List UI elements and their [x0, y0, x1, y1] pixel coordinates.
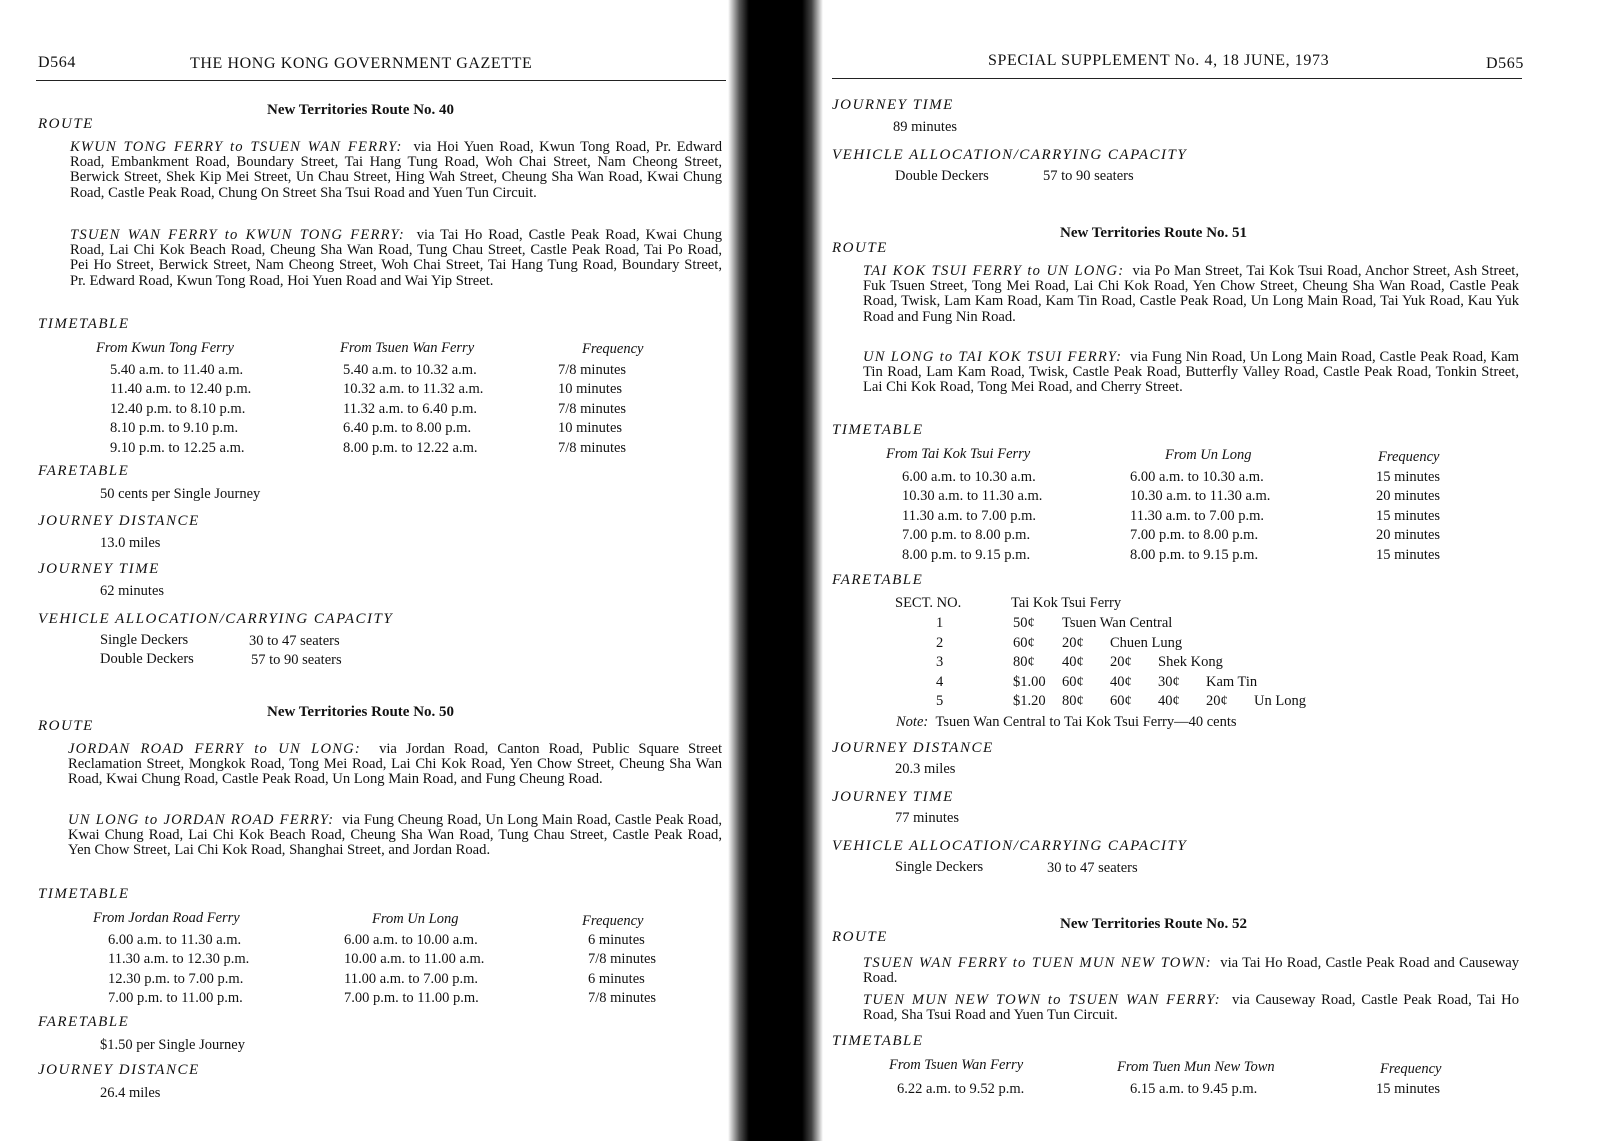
- time-value: 77 minutes: [895, 810, 960, 826]
- timetable-header: Frequency: [1380, 1061, 1442, 1077]
- fare-value: 60¢: [1110, 693, 1132, 710]
- timetable-cell: 6.22 a.m. to 9.52 p.m.: [897, 1081, 1025, 1097]
- section-label-time: JOURNEY TIME: [38, 561, 160, 577]
- timetable-cell: 10.32 a.m. to 11.32 a.m.: [343, 381, 484, 398]
- timetable-header: From Jordan Road Ferry: [93, 910, 240, 926]
- timetable-cell: 7.00 p.m. to 11.00 p.m.: [108, 990, 243, 1007]
- timetable-cell: 11.32 a.m. to 6.40 p.m.: [343, 400, 477, 417]
- route-direction: TSUEN WAN FERRY to KWUN TONG FERRY:: [70, 227, 405, 243]
- route-description: [68, 813, 722, 859]
- fare-section-number: 3: [936, 654, 944, 671]
- supplement-title: SPECIAL SUPPLEMENT No. 4, 18 JUNE, 1973: [988, 52, 1330, 69]
- gazette-title: THE HONG KONG GOVERNMENT GAZETTE: [190, 55, 533, 72]
- section-label-vehicle: VEHICLE ALLOCATION/CARRYING CAPACITY: [832, 147, 1188, 163]
- section-label-route: ROUTE: [832, 240, 888, 256]
- timetable-frequency: 7/8 minutes: [558, 439, 627, 456]
- timetable-frequency: 6 minutes: [588, 970, 645, 987]
- route-title: New Territories Route No. 51: [1060, 225, 1248, 241]
- fare-value: $1.50 per Single Journey: [100, 1037, 245, 1053]
- section-label-timetable: TIMETABLE: [38, 886, 130, 902]
- timetable-cell: 10.00 a.m. to 11.00 a.m.: [344, 951, 485, 968]
- route-title: New Territories Route No. 40: [267, 102, 455, 118]
- route-via: via Hoi Yuen Road, Kwun Tong Road, Pr. Edward Road, Embankment Road, Boundary Street, Tai Hang Tung Road, Woh Chai Street, Nam Cheong Street, Berwick Street, Shek Kip Mei Street, Un Chau Street, Hing Wah Street, Cheung Sha Wan Road, Kwai Chung Road, Castle Peak Road, Chung On Street Sha Tsui Road and Yuen Tun Circuit.: [70, 139, 723, 201]
- timetable-cell: 8.00 p.m. to 9.15 p.m.: [902, 546, 1031, 563]
- fare-value: 40¢: [1158, 693, 1180, 710]
- timetable-cell: 6.00 a.m. to 10.30 a.m.: [902, 469, 1036, 485]
- timetable-cell: 8.00 p.m. to 9.15 p.m.: [1130, 546, 1259, 563]
- fare-stop-name: Un Long: [1254, 693, 1306, 710]
- route-direction: TSUEN WAN FERRY to TUEN MUN NEW TOWN:: [863, 955, 1212, 971]
- route-via: via Causeway Road, Castle Peak Road, Tai Ho Road, Sha Tsui Road and Yuen Tun Circuit.: [863, 992, 1520, 1024]
- fare-section-number: 5: [936, 693, 944, 710]
- fare-value: 60¢: [1013, 634, 1035, 651]
- timetable-cell: 11.40 a.m. to 12.40 p.m.: [110, 381, 252, 398]
- fare-value: $1.20: [1013, 693, 1046, 710]
- timetable-frequency: 15 minutes: [1376, 469, 1441, 485]
- timetable-cell: 11.30 a.m. to 12.30 p.m.: [108, 951, 250, 968]
- vehicle-capacity: 57 to 90 seaters: [251, 652, 342, 668]
- fare-value: 20¢: [1110, 654, 1132, 671]
- section-label-faretable: FARETABLE: [38, 1014, 130, 1030]
- route-direction: TUEN MUN NEW TOWN to TSUEN WAN FERRY:: [863, 992, 1221, 1008]
- timetable-cell: 12.30 p.m. to 7.00 p.m.: [108, 970, 244, 987]
- time-value: 62 minutes: [100, 583, 165, 599]
- fare-value: 50 cents per Single Journey: [100, 486, 261, 502]
- section-label-route: ROUTE: [832, 929, 888, 945]
- fare-value: 20¢: [1062, 634, 1084, 651]
- fare-value: 40¢: [1062, 654, 1084, 671]
- timetable-header: Frequency: [582, 913, 644, 929]
- section-label-vehicle: VEHICLE ALLOCATION/CARRYING CAPACITY: [832, 838, 1188, 854]
- fare-header: SECT. NO.: [895, 595, 962, 611]
- vehicle-capacity: 30 to 47 seaters: [1047, 860, 1138, 876]
- route-description: [70, 228, 722, 289]
- fare-section-number: 2: [936, 634, 944, 651]
- section-label-distance: JOURNEY DISTANCE: [38, 513, 200, 529]
- section-label-time: JOURNEY TIME: [832, 97, 954, 113]
- fare-header: Tai Kok Tsui Ferry: [1011, 595, 1122, 611]
- timetable-frequency: 10 minutes: [558, 420, 623, 437]
- section-label-timetable: TIMETABLE: [38, 316, 130, 332]
- timetable-cell: 10.30 a.m. to 11.30 a.m.: [1130, 488, 1271, 505]
- timetable-cell: 6.40 p.m. to 8.00 p.m.: [343, 420, 472, 437]
- fare-value: 30¢: [1158, 673, 1180, 690]
- vehicle-type: Double Deckers: [100, 651, 194, 667]
- timetable-cell: 10.30 a.m. to 11.30 a.m.: [902, 488, 1043, 505]
- right-page: [830, 0, 1600, 1141]
- section-label-faretable: FARETABLE: [832, 572, 924, 588]
- route-title: New Territories Route No. 50: [267, 704, 455, 720]
- timetable-header: Frequency: [582, 341, 644, 357]
- timetable-frequency: 6 minutes: [588, 932, 645, 948]
- route-direction: KWUN TONG FERRY to TSUEN WAN FERRY:: [70, 139, 403, 155]
- distance-value: 20.3 miles: [895, 761, 956, 777]
- distance-value: 13.0 miles: [100, 535, 161, 551]
- timetable-frequency: 15 minutes: [1376, 507, 1441, 524]
- timetable-frequency: 10 minutes: [558, 381, 623, 398]
- vehicle-type: Double Deckers: [895, 168, 989, 184]
- route-description: [70, 140, 722, 201]
- timetable-header: From Tsuen Wan Ferry: [340, 340, 475, 356]
- fare-stop-name: Tsuen Wan Central: [1062, 615, 1173, 631]
- fare-note: [896, 714, 1237, 731]
- header-rule: [36, 80, 726, 81]
- timetable-cell: 7.00 p.m. to 8.00 p.m.: [1130, 527, 1259, 544]
- route-description: [863, 350, 1519, 396]
- fare-value: 40¢: [1110, 673, 1132, 690]
- note-text: Tsuen Wan Central to Tai Kok Tsui Ferry—40 cents: [935, 714, 1237, 730]
- fare-value: $1.00: [1013, 673, 1046, 690]
- timetable-frequency: 15 minutes: [1376, 1081, 1441, 1097]
- timetable-header: From Kwun Tong Ferry: [96, 340, 234, 356]
- fare-value: 50¢: [1013, 615, 1035, 631]
- timetable-cell: 6.15 a.m. to 9.45 p.m.: [1130, 1081, 1258, 1097]
- route-via: via Po Man Street, Tai Kok Tsui Road, Anchor Street, Ash Street, Fuk Tsuen Street, Tong Mei Road, Lai Chi Kok Road, Yen Chow Street, Cheung Sha Wan Road, Castle Peak Road, Twisk, Lam Kam Road, Kam Tin Road, Castle Peak Road, Un Long Main Road, Tai Yuk Road, Kau Yuk Road and Fung Nin Road.: [863, 263, 1519, 325]
- timetable-frequency: 7/8 minutes: [558, 362, 627, 378]
- timetable-cell: 7.00 p.m. to 8.00 p.m.: [902, 527, 1031, 544]
- timetable-frequency: 20 minutes: [1376, 488, 1441, 505]
- header-rule: [832, 78, 1522, 79]
- timetable-header: From Tuen Mun New Town: [1117, 1059, 1275, 1075]
- timetable-cell: 11.30 a.m. to 7.00 p.m.: [1130, 507, 1264, 524]
- timetable-cell: 8.00 p.m. to 12.22 a.m.: [343, 439, 478, 456]
- timetable-frequency: 15 minutes: [1376, 546, 1441, 563]
- vehicle-capacity: 30 to 47 seaters: [249, 633, 340, 649]
- section-label-faretable: FARETABLE: [38, 463, 130, 479]
- timetable-cell: 11.00 a.m. to 7.00 p.m.: [344, 970, 478, 987]
- route-direction: JORDAN ROAD FERRY to UN LONG:: [68, 741, 361, 757]
- timetable-cell: 5.40 a.m. to 10.32 a.m.: [343, 362, 477, 378]
- section-label-time: JOURNEY TIME: [832, 789, 954, 805]
- timetable-frequency: 7/8 minutes: [588, 990, 657, 1007]
- timetable-cell: 9.10 p.m. to 12.25 a.m.: [110, 439, 245, 456]
- timetable-cell: 7.00 p.m. to 11.00 p.m.: [344, 990, 479, 1007]
- timetable-header: From Tsuen Wan Ferry: [889, 1057, 1024, 1073]
- fare-value: 80¢: [1062, 693, 1084, 710]
- fare-stop-name: Kam Tin: [1206, 673, 1258, 690]
- fare-section-number: 4: [936, 673, 944, 690]
- distance-value: 26.4 miles: [100, 1085, 161, 1101]
- route-description: [863, 264, 1519, 325]
- time-value: 89 minutes: [893, 119, 958, 135]
- route-direction: TAI KOK TSUI FERRY to UN LONG:: [863, 263, 1125, 279]
- route-direction: UN LONG to TAI KOK TSUI FERRY:: [863, 349, 1123, 365]
- route-direction: UN LONG to JORDAN ROAD FERRY:: [68, 812, 335, 828]
- section-label-timetable: TIMETABLE: [832, 1033, 924, 1049]
- binding-shadow: [728, 0, 823, 1141]
- vehicle-type: Single Deckers: [100, 632, 189, 648]
- note-label: Note:: [896, 714, 929, 730]
- route-via: via Fung Cheung Road, Un Long Main Road, Castle Peak Road, Kwai Chung Road, Lai Chi Kok Beach Road, Cheung Sha Wan Road, Tung Chau Street, Castle Peak Road, Yen Chow Street, Lai Chi Kok Road, Shanghai Street, and Jordan Road.: [68, 812, 723, 859]
- section-label-vehicle: VEHICLE ALLOCATION/CARRYING CAPACITY: [38, 611, 394, 627]
- timetable-header: Frequency: [1378, 449, 1440, 465]
- route-description: [68, 742, 722, 788]
- fare-value: 20¢: [1206, 693, 1228, 710]
- section-label-distance: JOURNEY DISTANCE: [832, 740, 994, 756]
- route-via: via Tai Ho Road, Castle Peak Road and Causeway Road.: [863, 955, 1520, 987]
- fare-value: 60¢: [1062, 673, 1084, 690]
- timetable-header: From Un Long: [372, 911, 459, 927]
- section-label-timetable: TIMETABLE: [832, 422, 924, 438]
- timetable-cell: 6.00 a.m. to 11.30 a.m.: [108, 932, 242, 948]
- fare-stop-name: Shek Kong: [1158, 654, 1223, 671]
- left-page: [0, 0, 745, 1141]
- timetable-cell: 12.40 p.m. to 8.10 p.m.: [110, 400, 246, 417]
- route-via: via Tai Ho Road, Castle Peak Road, Kwai Chung Road, Lai Chi Kok Beach Road, Cheung Sha Wan Road, Tung Chau Street, Castle Peak Road, Tai Po Road, Pei Ho Street, Berwick Street, Nam Cheong Street, Woh Chai Street, Tai Hang Tung Road, Boundary Street, Pr. Edward Road, Kwun Tong Road, Hoi Yuen Road and Wai Yip Street.: [70, 227, 722, 289]
- timetable-cell: 8.10 p.m. to 9.10 p.m.: [110, 420, 239, 437]
- timetable-cell: 6.00 a.m. to 10.00 a.m.: [344, 932, 478, 948]
- fare-section-number: 1: [936, 615, 944, 631]
- page-number: D565: [1486, 55, 1524, 72]
- fare-stop-name: Chuen Lung: [1110, 634, 1183, 651]
- timetable-frequency: 7/8 minutes: [588, 951, 657, 968]
- route-title: New Territories Route No. 52: [1060, 916, 1248, 932]
- section-label-distance: JOURNEY DISTANCE: [38, 1062, 200, 1078]
- vehicle-capacity: 57 to 90 seaters: [1043, 168, 1134, 184]
- timetable-cell: 5.40 a.m. to 11.40 a.m.: [110, 362, 244, 378]
- vehicle-type: Single Deckers: [895, 859, 984, 875]
- route-description: [863, 993, 1519, 1023]
- timetable-frequency: 7/8 minutes: [558, 400, 627, 417]
- section-label-route: ROUTE: [38, 718, 94, 734]
- route-via: via Fung Nin Road, Un Long Main Road, Castle Peak Road, Kam Tin Road, Lam Kam Road, Twisk, Castle Peak Road, Butterfly Valley Road, Castle Peak Road, Tonkin Street, Lai Chi Kok Road, Tong Mei Road, and Cherry Street.: [863, 349, 1519, 396]
- route-description: [863, 956, 1519, 986]
- timetable-cell: 11.30 a.m. to 7.00 p.m.: [902, 507, 1036, 524]
- page-number: D564: [38, 54, 76, 71]
- timetable-header: From Un Long: [1165, 447, 1252, 463]
- timetable-frequency: 20 minutes: [1376, 527, 1441, 544]
- section-label-route: ROUTE: [38, 116, 94, 132]
- route-via: via Jordan Road, Canton Road, Public Square Street Reclamation Street, Mongkok Road, Tong Mei Road, Lai Chi Kok Road, Yen Chow Street, Cheung Sha Wan Road, Kwai Chung Road, Castle Peak Road, Un Long Main Road, and Fung Cheung Road.: [68, 741, 723, 788]
- timetable-header: From Tai Kok Tsui Ferry: [886, 446, 1031, 462]
- fare-value: 80¢: [1013, 654, 1035, 671]
- timetable-cell: 6.00 a.m. to 10.30 a.m.: [1130, 469, 1264, 485]
